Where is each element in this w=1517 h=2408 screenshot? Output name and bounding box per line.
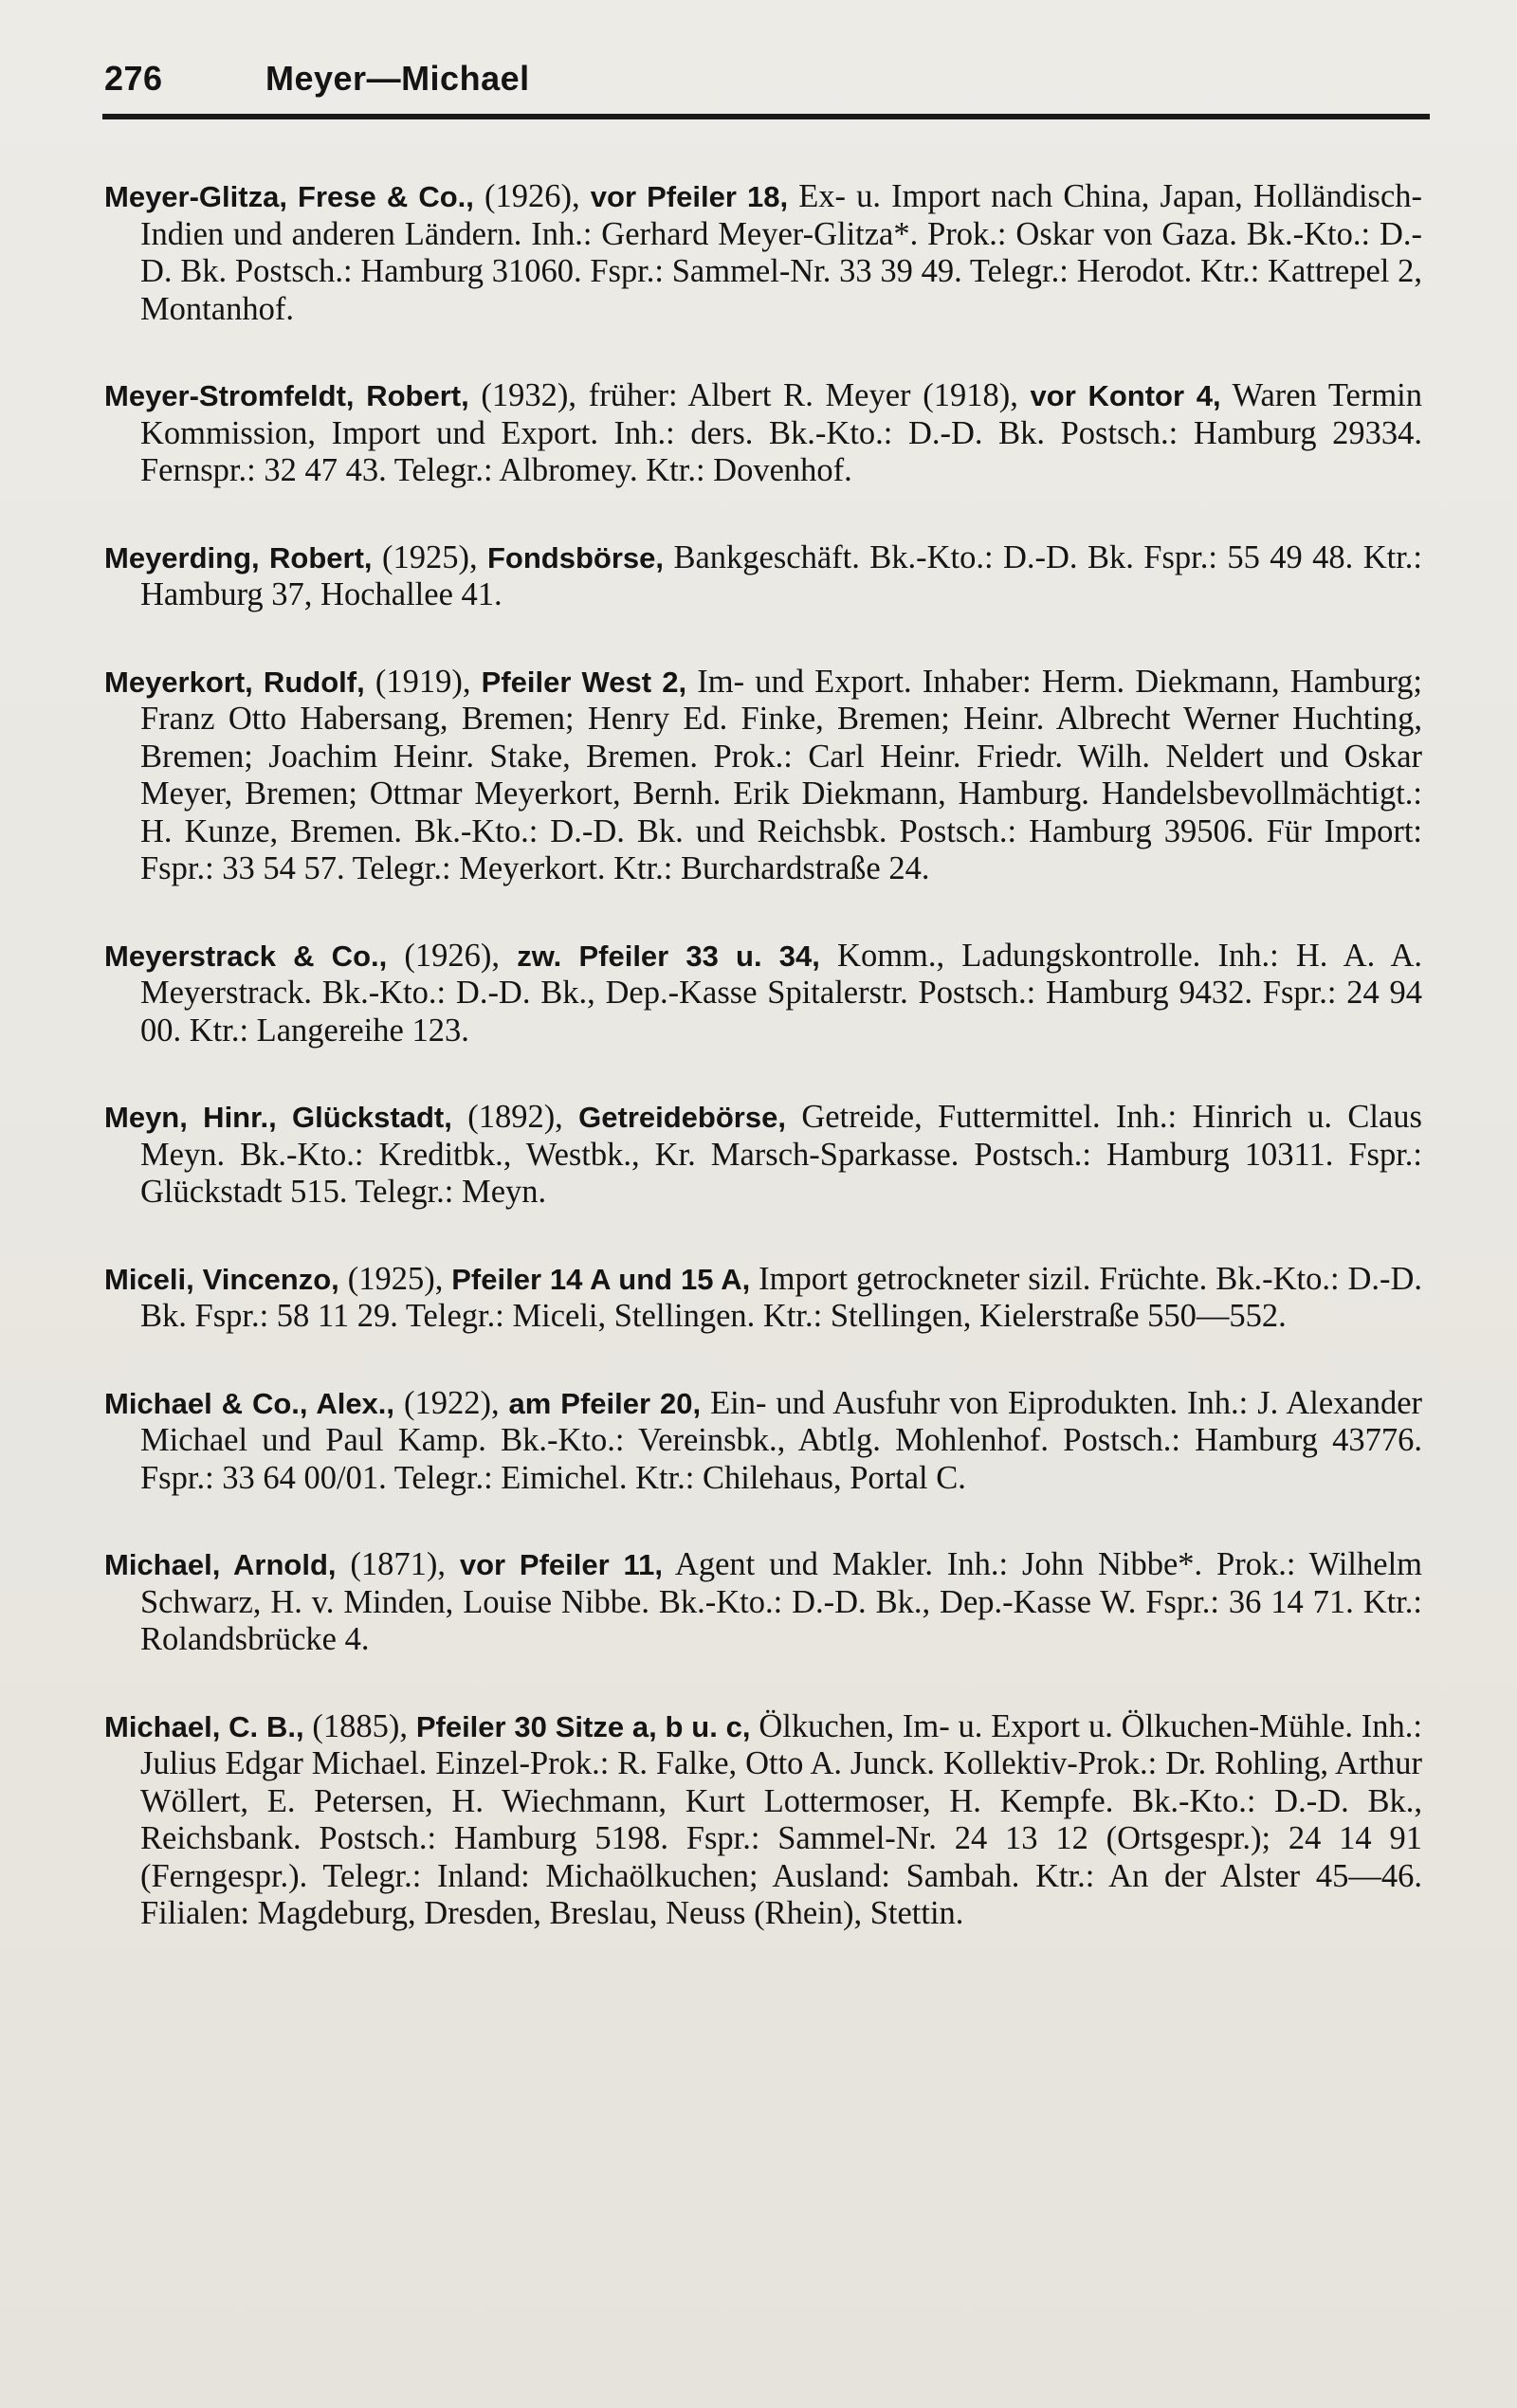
entry-body: Agent und Makler. Inh.: John Nibbe*. Prok.: Wilhelm Schwarz, H. v. Minden, Louise Nibbe. Bk.-Kto.: D.-D. Bk., Dep.-Kasse W. Fspr.: 36 14 71. Ktr.: Rolandsbrücke 4. (140, 1546, 1422, 1657)
entry-address: Pfeiler 14 A und 15 A, (451, 1262, 751, 1296)
entry-name: Michael, C. B., (104, 1709, 304, 1743)
entry-year: (1932), früher: Albert R. Meyer (1918), (481, 377, 1018, 413)
entry-address: vor Pfeiler 11, (459, 1548, 663, 1581)
entry-address: zw. Pfeiler 33 u. 34, (517, 939, 820, 973)
directory-entry (104, 377, 1422, 490)
entry-body: Waren Termin Kommission, Import und Export. Inh.: ders. Bk.-Kto.: D.-D. Bk. Postsch.: Hamburg 29334. Fernspr.: 32 47 43. Telegr.: Albromey. Ktr.: Dovenhof. (140, 377, 1423, 488)
page-number: 276 (104, 59, 163, 98)
entry-name: Miceli, Vincenzo, (104, 1262, 339, 1296)
directory-entry (104, 1385, 1422, 1498)
entry-address: Getreidebörse, (578, 1101, 786, 1134)
entry-name: Meyerkort, Rudolf, (104, 665, 365, 699)
entry-year: (1926), (404, 937, 501, 974)
entry-body: Ex- u. Import nach China, Japan, Holländisch-Indien und anderen Ländern. Inh.: Gerhard Meyer-Glitza*. Prok.: Oskar von Gaza. Bk.-Kto.: D.-D. Bk. Postsch.: Hamburg 31060. Fspr.: Sammel-Nr. 33 39 49. Telegr.: Herodot. Ktr.: Kattrepel 2, Montanhof. (140, 178, 1423, 327)
directory-entry (104, 1261, 1422, 1336)
directory-entry (104, 664, 1422, 888)
directory-entry (104, 1708, 1422, 1933)
entry-year: (1925), (381, 538, 478, 575)
entry-name: Meyn, Hinr., Glückstadt, (104, 1101, 452, 1134)
directory-entry (104, 178, 1422, 328)
entry-year: (1926), (484, 178, 580, 214)
entry-year: (1919), (375, 663, 471, 700)
entry-body: Ein- und Ausfuhr von Eiprodukten. Inh.: J. Alexander Michael und Paul Kamp. Bk.-Kto.: Vereinsbk., Abtlg. Mohlenhof. Postsch.: Hamburg 43776. Fspr.: 33 64 00/01. Telegr.: Eimichel. Ktr.: Chilehaus, Portal C. (140, 1384, 1422, 1496)
entry-year: (1871), (350, 1546, 446, 1582)
entry-body: Bankgeschäft. Bk.-Kto.: D.-D. Bk. Fspr.: 55 49 48. Ktr.: Hamburg 37, Hochallee 41. (140, 538, 1423, 612)
entry-year: (1925), (347, 1260, 444, 1297)
entry-body: Import getrockneter sizil. Früchte. Bk.-Kto.: D.-D. Bk. Fspr.: 58 11 29. Telegr.: Miceli, Stellingen. Ktr.: Stellingen, Kielerstraße 550—552. (140, 1260, 1423, 1334)
directory-entry (104, 539, 1422, 614)
directory-entry (104, 938, 1422, 1050)
entry-year: (1892), (467, 1099, 563, 1135)
entry-name: Meyer-Stromfeldt, Robert, (104, 379, 469, 412)
entry-address: Fondsbörse, (487, 540, 665, 575)
entry-address: Pfeiler West 2, (481, 665, 687, 699)
entry-address: am Pfeiler 20, (508, 1386, 702, 1420)
header-rule (102, 114, 1430, 119)
entry-name: Michael, Arnold, (104, 1548, 337, 1581)
running-title: Meyer—Michael (265, 59, 530, 98)
entry-body: Getreide, Futtermittel. Inh.: Hinrich u. Claus Meyn. Bk.-Kto.: Kreditbk., Westbk., Kr. Marsch-Sparkasse. Postsch.: Hamburg 10311. Fspr.: Glückstadt 515. Telegr.: Meyn. (140, 1099, 1422, 1210)
entry-name: Meyerding, Robert, (104, 540, 373, 575)
entry-name: Michael & Co., Alex., (104, 1386, 395, 1420)
entry-name: Meyer-Glitza, Frese & Co., (104, 180, 474, 213)
entry-body: Ölkuchen, Im- u. Export u. Ölkuchen-Mühle. Inh.: Julius Edgar Michael. Einzel-Prok.: R. Falke, Otto A. Junck. Kollektiv-Prok.: Dr. Rohling, Arthur Wöllert, E. Petersen, H. Wiechmann, Kurt Lottermoser, H. Kempfe. Bk.-Kto.: D.-D. Bk., Reichsbank. Postsch.: Hamburg 5198. Fspr.: Sammel-Nr. 24 13 12 (Ortsgespr.); 24 14 91 (Ferngespr.). Telegr.: Inland: Michaölkuchen; Ausland: Sambah. Ktr.: An der Alster 45—46. Filialen: Magdeburg, Dresden, Breslau, Neuss (Rhein), Stettin. (140, 1707, 1422, 1931)
entry-year: (1885), (312, 1707, 408, 1744)
entry-year: (1922), (403, 1384, 500, 1421)
entry-address: vor Pfeiler 18, (590, 180, 789, 213)
directory-entry (104, 1099, 1422, 1212)
running-head (104, 59, 1422, 104)
directory-entry (104, 1546, 1422, 1659)
entry-name: Meyerstrack & Co., (104, 939, 388, 973)
entry-address: vor Kontor 4, (1030, 379, 1221, 412)
entry-body: Komm., Ladungskontrolle. Inh.: H. A. A. Meyerstrack. Bk.-Kto.: D.-D. Bk., Dep.-Kasse Spitalerstr. Postsch.: Hamburg 9432. Fspr.: 24 94 00. Ktr.: Langereihe 123. (140, 937, 1423, 1049)
entry-address: Pfeiler 30 Sitze a, b u. c, (415, 1709, 751, 1743)
entry-body: Im- und Export. Inhaber: Herm. Diekmann, Hamburg; Franz Otto Habersang, Bremen; Henry Ed. Finke, Bremen; Heinr. Albrecht Werner Huchting, Bremen; Joachim Heinr. Stake, Bremen. Prok.: Carl Heinr. Friedr. Wilh. Neldert und Oskar Meyer, Bremen; Ottmar Meyerkort, Bernh. Erik Diekmann, Hamburg. Handelsbevollmächtigt.: H. Kunze, Bremen. Bk.-Kto.: D.-D. Bk. und Reichsbk. Postsch.: Hamburg 39506. Für Import: Fspr.: 33 54 57. Telegr.: Meyerkort. Ktr.: Burchardstraße 24. (140, 663, 1423, 886)
